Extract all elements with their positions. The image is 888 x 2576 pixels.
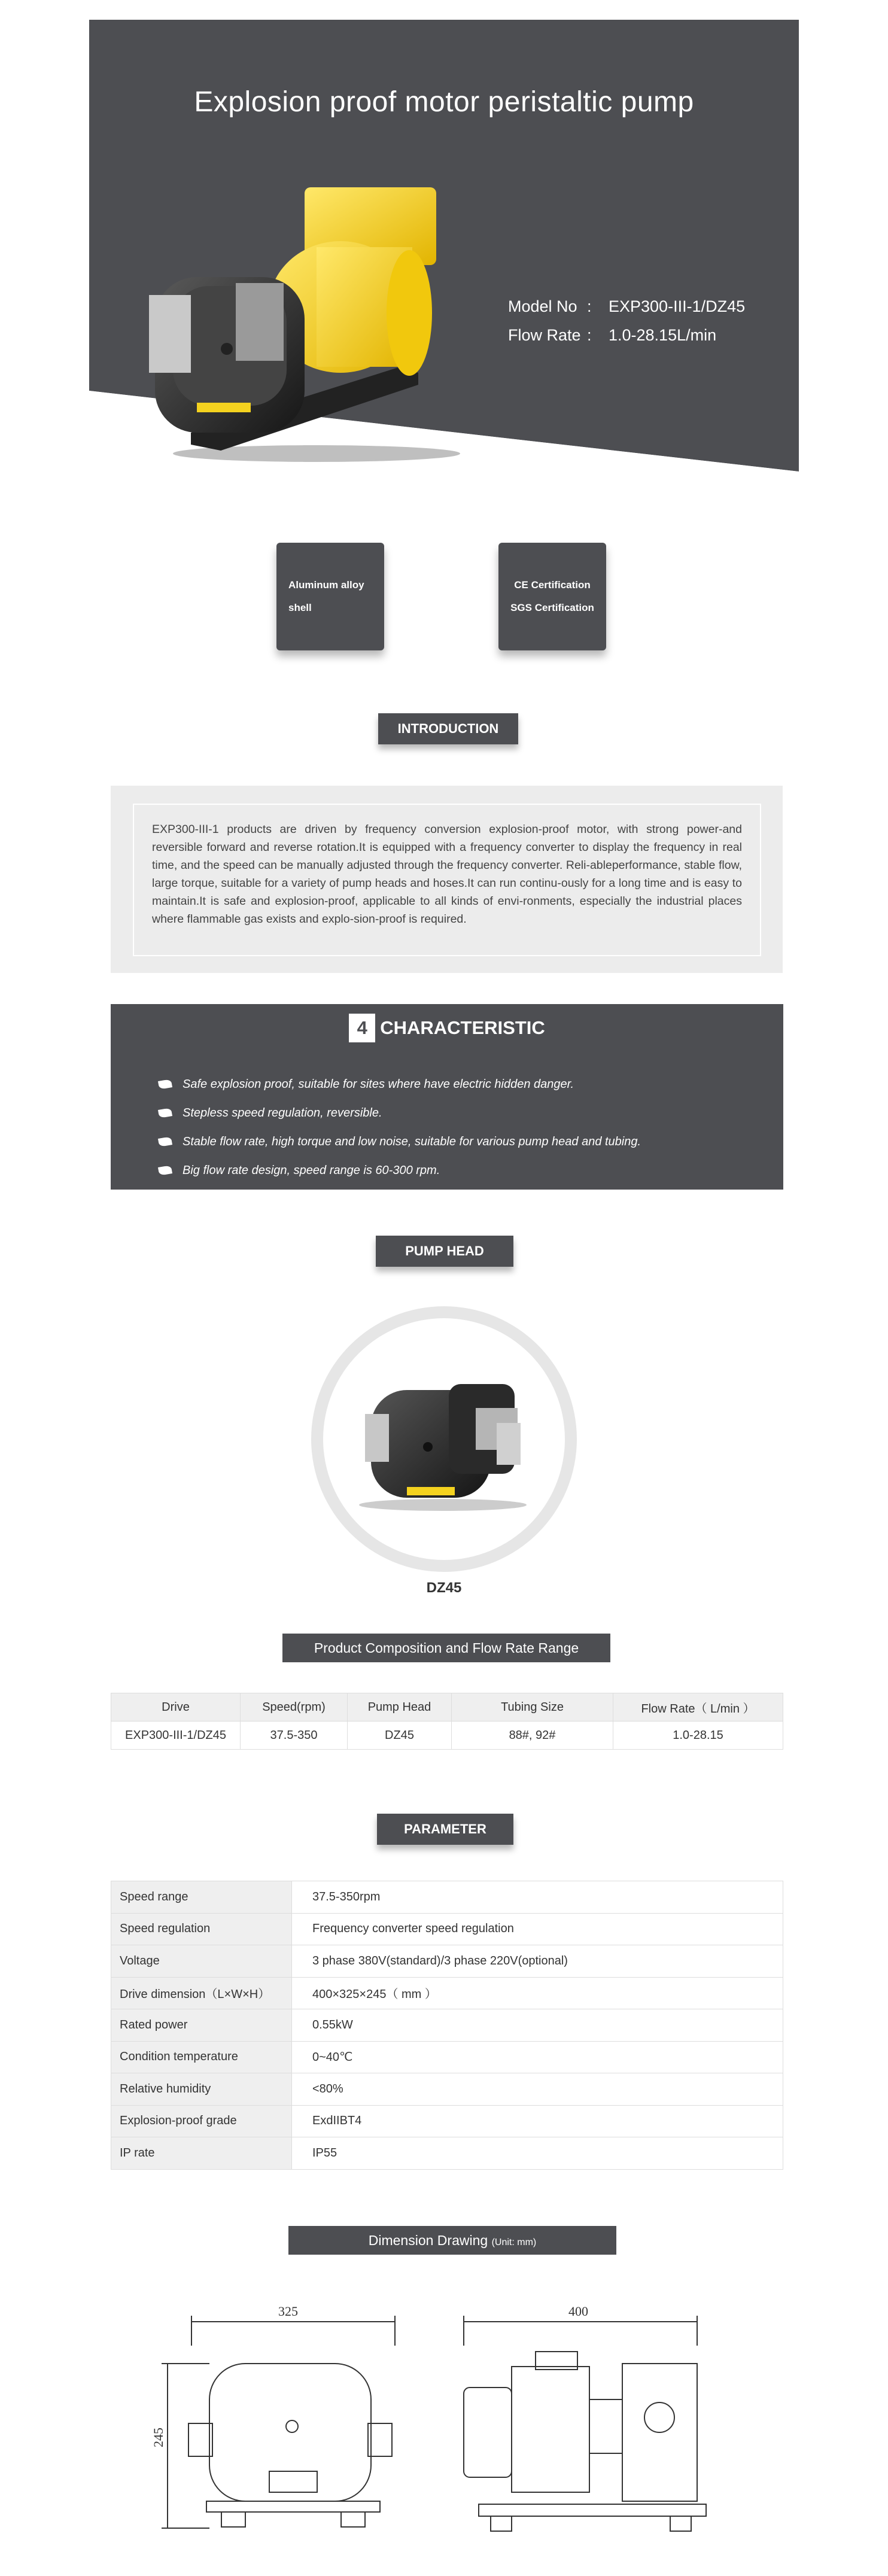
characteristic-list bbox=[159, 1070, 641, 1185]
dimension-title-bar bbox=[288, 2226, 616, 2255]
side-length-label: 400 bbox=[568, 2304, 588, 2319]
param-value: ExdIIBT4 bbox=[292, 2105, 783, 2137]
table-cell: 37.5-350 bbox=[241, 1722, 348, 1750]
param-key: Relative humidity bbox=[111, 2073, 292, 2106]
table-row bbox=[111, 2073, 783, 2106]
side-view-drawing bbox=[464, 2316, 706, 2531]
list-item-text: Safe explosion proof, suitable for sites where have electric hidden danger. bbox=[183, 1078, 574, 1091]
pump-head-image bbox=[323, 1318, 565, 1560]
flow-value: 1.0-28.15L/min bbox=[609, 326, 717, 344]
characteristic-title bbox=[111, 1014, 783, 1042]
list-item-text: Stable flow rate, high torque and low noise, suitable for various pump head and tubing. bbox=[183, 1135, 641, 1148]
param-value: 400×325×245（ mm ） bbox=[292, 1977, 783, 2009]
table-row bbox=[111, 2041, 783, 2073]
feature-line: SGS Certification bbox=[510, 602, 594, 613]
leaf-bullet-icon bbox=[158, 1079, 172, 1090]
table-row bbox=[111, 1881, 783, 1914]
list-item-text: Stepless speed regulation, reversible. bbox=[183, 1106, 382, 1120]
height-label: 245 bbox=[151, 2428, 166, 2447]
feature-aluminum-shell bbox=[276, 543, 384, 650]
param-value: 0~40℃ bbox=[292, 2041, 783, 2073]
hero-banner bbox=[89, 20, 799, 472]
model-colon: : bbox=[587, 297, 592, 315]
feature-line: shell bbox=[288, 602, 312, 613]
table-header-row bbox=[111, 1693, 783, 1722]
characteristic-panel bbox=[111, 1004, 783, 1190]
composition-table bbox=[111, 1693, 783, 1750]
param-value: IP55 bbox=[292, 2137, 783, 2170]
leaf-bullet-icon bbox=[158, 1108, 172, 1118]
list-item bbox=[159, 1070, 641, 1099]
param-key: Explosion-proof grade bbox=[111, 2105, 292, 2137]
front-width-label: 325 bbox=[278, 2304, 298, 2319]
dimension-drawing bbox=[151, 2298, 754, 2561]
parameter-tag: PARAMETER bbox=[377, 1814, 513, 1845]
list-item bbox=[159, 1127, 641, 1156]
list-item-text: Big flow rate design, speed range is 60-300 rpm. bbox=[183, 1164, 440, 1177]
flow-label: Flow Rate bbox=[508, 326, 581, 344]
table-cell: DZ45 bbox=[348, 1722, 452, 1750]
feature-certifications bbox=[498, 543, 606, 650]
table-row bbox=[111, 2009, 783, 2042]
leaf-bullet-icon bbox=[158, 1136, 172, 1147]
dimension-unit: (Unit: mm) bbox=[491, 2237, 537, 2247]
list-item bbox=[159, 1099, 641, 1127]
model-row bbox=[508, 292, 745, 321]
param-value: 37.5-350rpm bbox=[292, 1881, 783, 1914]
characteristic-heading: CHARACTERISTIC bbox=[380, 1017, 545, 1038]
pump-product-image bbox=[137, 157, 472, 469]
table-row bbox=[111, 1913, 783, 1945]
param-value: Frequency converter speed regulation bbox=[292, 1913, 783, 1945]
dimension-title: Dimension Drawing bbox=[368, 2233, 488, 2248]
table-cell: EXP300-III-1/DZ45 bbox=[111, 1722, 241, 1750]
table-row bbox=[111, 1945, 783, 1978]
feature-line: CE Certification bbox=[514, 579, 591, 591]
table-row bbox=[111, 1977, 783, 2009]
param-value: 0.55kW bbox=[292, 2009, 783, 2042]
pump-head-caption: DZ45 bbox=[426, 1580, 462, 1596]
introduction-tag: INTRODUCTION bbox=[378, 713, 518, 744]
param-key: Speed range bbox=[111, 1881, 292, 1914]
page-title: Explosion proof motor peristaltic pump bbox=[194, 86, 694, 118]
front-view-drawing bbox=[162, 2316, 395, 2528]
characteristic-count: 4 bbox=[349, 1014, 375, 1042]
param-key: Condition temperature bbox=[111, 2041, 292, 2073]
pump-head-tag: PUMP HEAD bbox=[376, 1236, 513, 1267]
flow-row bbox=[508, 321, 745, 349]
table-cell: 88#, 92# bbox=[452, 1722, 613, 1750]
column-header: Tubing Size bbox=[452, 1693, 613, 1722]
param-value: 3 phase 380V(standard)/3 phase 220V(optional) bbox=[292, 1945, 783, 1978]
introduction-text: EXP300-III-1 products are driven by frequency conversion explosion-proof motor, with strong power-and reversible forward and reverse rotation.It is equipped with a frequency converter to display the frequency in real time, and the speed can be manually adjusted through the frequency converter. Reli-ableperformance, stable flow, large torque, suitable for a variety of pump heads and hoses.It can run continu-ously for a long time and is easy to maintain.It is safe and explosion-proof, applicable to all kinds of envi-ronments, especially the industrial places where flammable gas exists and explo-sion-proof is required. bbox=[133, 804, 761, 956]
table-row bbox=[111, 1722, 783, 1750]
list-item bbox=[159, 1156, 641, 1185]
model-value: EXP300-III-1/DZ45 bbox=[609, 297, 746, 315]
param-key: Voltage bbox=[111, 1945, 292, 1978]
introduction-panel bbox=[111, 786, 783, 973]
feature-line: Aluminum alloy bbox=[288, 579, 364, 591]
param-key: IP rate bbox=[111, 2137, 292, 2170]
column-header: Flow Rate（ L/min ） bbox=[613, 1693, 783, 1722]
leaf-bullet-icon bbox=[158, 1165, 172, 1176]
column-header: Speed(rpm) bbox=[241, 1693, 348, 1722]
column-header: Drive bbox=[111, 1693, 241, 1722]
table-row bbox=[111, 2105, 783, 2137]
table-cell: 1.0-28.15 bbox=[613, 1722, 783, 1750]
pump-head-frame bbox=[311, 1306, 577, 1572]
param-key: Drive dimension（L×W×H） bbox=[111, 1977, 292, 2009]
model-label: Model No bbox=[508, 297, 577, 315]
column-header: Pump Head bbox=[348, 1693, 452, 1722]
param-key: Rated power bbox=[111, 2009, 292, 2042]
hero-specs bbox=[508, 292, 745, 349]
param-value: <80% bbox=[292, 2073, 783, 2106]
flow-colon: : bbox=[587, 326, 592, 344]
param-key: Speed regulation bbox=[111, 1913, 292, 1945]
composition-title: Product Composition and Flow Rate Range bbox=[282, 1634, 610, 1662]
table-row bbox=[111, 2137, 783, 2170]
parameter-table bbox=[111, 1881, 783, 2170]
